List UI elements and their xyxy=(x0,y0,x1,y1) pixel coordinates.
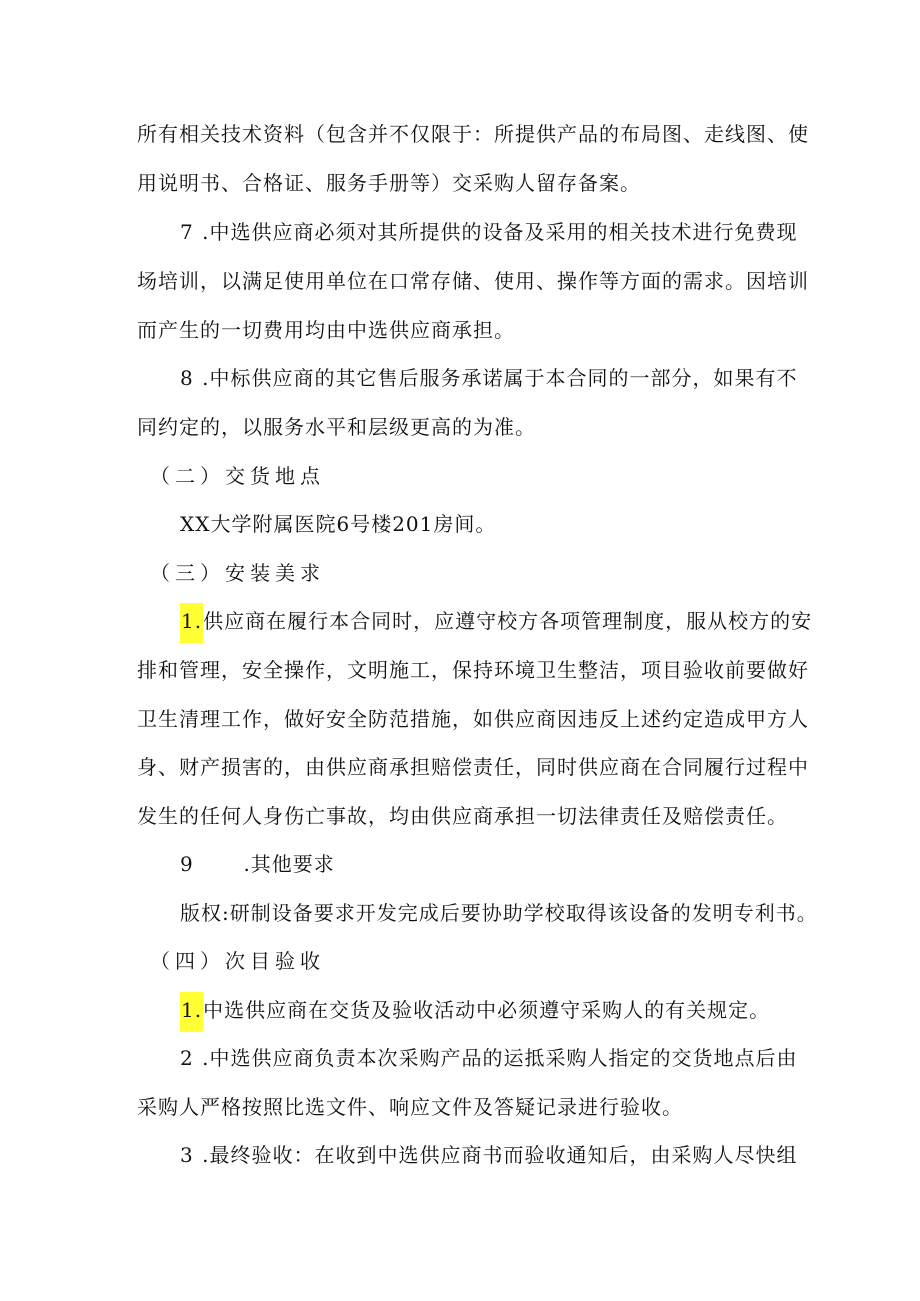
paragraph-text: .最终验收：在收到中选供应商书而验收通知后，由采购人尽快组 xyxy=(202,1143,798,1167)
paragraph-line: 而产生的一切费用均由中选供应商承担。 xyxy=(137,318,515,342)
paragraph-text: .中选供应商负责本次采购产品的运抵采购人指定的交货地点后由 xyxy=(202,1046,798,1070)
list-item-9 xyxy=(180,850,335,878)
item-number: 7 xyxy=(180,220,195,244)
list-item-1 xyxy=(180,996,770,1032)
section-heading: （三）安装美求 xyxy=(150,561,325,585)
paragraph-text: 中选供应商在交货及验收活动中必须遵守采购人的有关规定。 xyxy=(203,998,771,1022)
list-item-3 xyxy=(180,1141,797,1169)
paragraph-line: 发生的任何人身伤亡事故，均由供应商承担一切法律责任及赔偿责任。 xyxy=(137,804,788,828)
paragraph-text: .中标供应商的其它售后服务承诺属于本合同的一部分，如果有不 xyxy=(202,366,798,390)
paragraph-line: 用说明书、合格证、服务手册等）交采购人留存备案。 xyxy=(137,171,641,195)
list-item-1 xyxy=(180,607,812,643)
highlighted-marker: 1. xyxy=(180,603,203,643)
paragraph-line: 场培训，以满足使用单位在口常存储、使用、操作等方面的需求。因培训 xyxy=(137,269,809,293)
list-item-8 xyxy=(180,364,797,392)
item-number: 2 xyxy=(180,1046,195,1070)
item-number: 9 xyxy=(180,852,195,876)
section-heading: （二）交货地点 xyxy=(150,464,325,488)
paragraph-line: 采购人严格按照比选文件、响应文件及答疑记录进行验收。 xyxy=(137,1095,683,1119)
highlighted-marker: 1. xyxy=(180,992,203,1032)
paragraph-text: 供应商在履行本合同时，应遵守校方各项管理制度，服从校方的安 xyxy=(203,609,813,633)
paragraph-text: .其他要求 xyxy=(243,852,335,876)
paragraph-text: .中选供应商必须对其所提供的设备及采用的相关技术进行免费现 xyxy=(202,220,798,244)
paragraph-line: XX大学附属医院6号楼201房间。 xyxy=(180,512,497,536)
item-number: 3 xyxy=(180,1143,195,1167)
paragraph-line: 身、财产损害的，由供应商承担赔偿责任，同时供应商在合同履行过程中 xyxy=(137,755,809,779)
paragraph-line: 同约定的，以服务水平和层级更高的为准。 xyxy=(137,415,536,439)
paragraph-line: 排和管理，安全操作，文明施工，保持环境卫生整洁，项目验收前要做好 xyxy=(137,658,809,682)
paragraph-line: 版权:研制设备要求开发完成后要协助学校取得该设备的发明专利书。 xyxy=(180,901,818,925)
section-heading: （四）次目验收 xyxy=(150,949,325,973)
list-item-7 xyxy=(180,218,797,246)
paragraph-line: 卫生清理工作，做好安全防范措施，如供应商因违反上述约定造成甲方人 xyxy=(137,707,809,731)
item-number: 8 xyxy=(180,366,195,390)
paragraph-line: 所有相关技术资料（包含并不仅限于：所提供产品的布局图、走线图、使 xyxy=(137,122,809,146)
list-item-2 xyxy=(180,1044,797,1072)
